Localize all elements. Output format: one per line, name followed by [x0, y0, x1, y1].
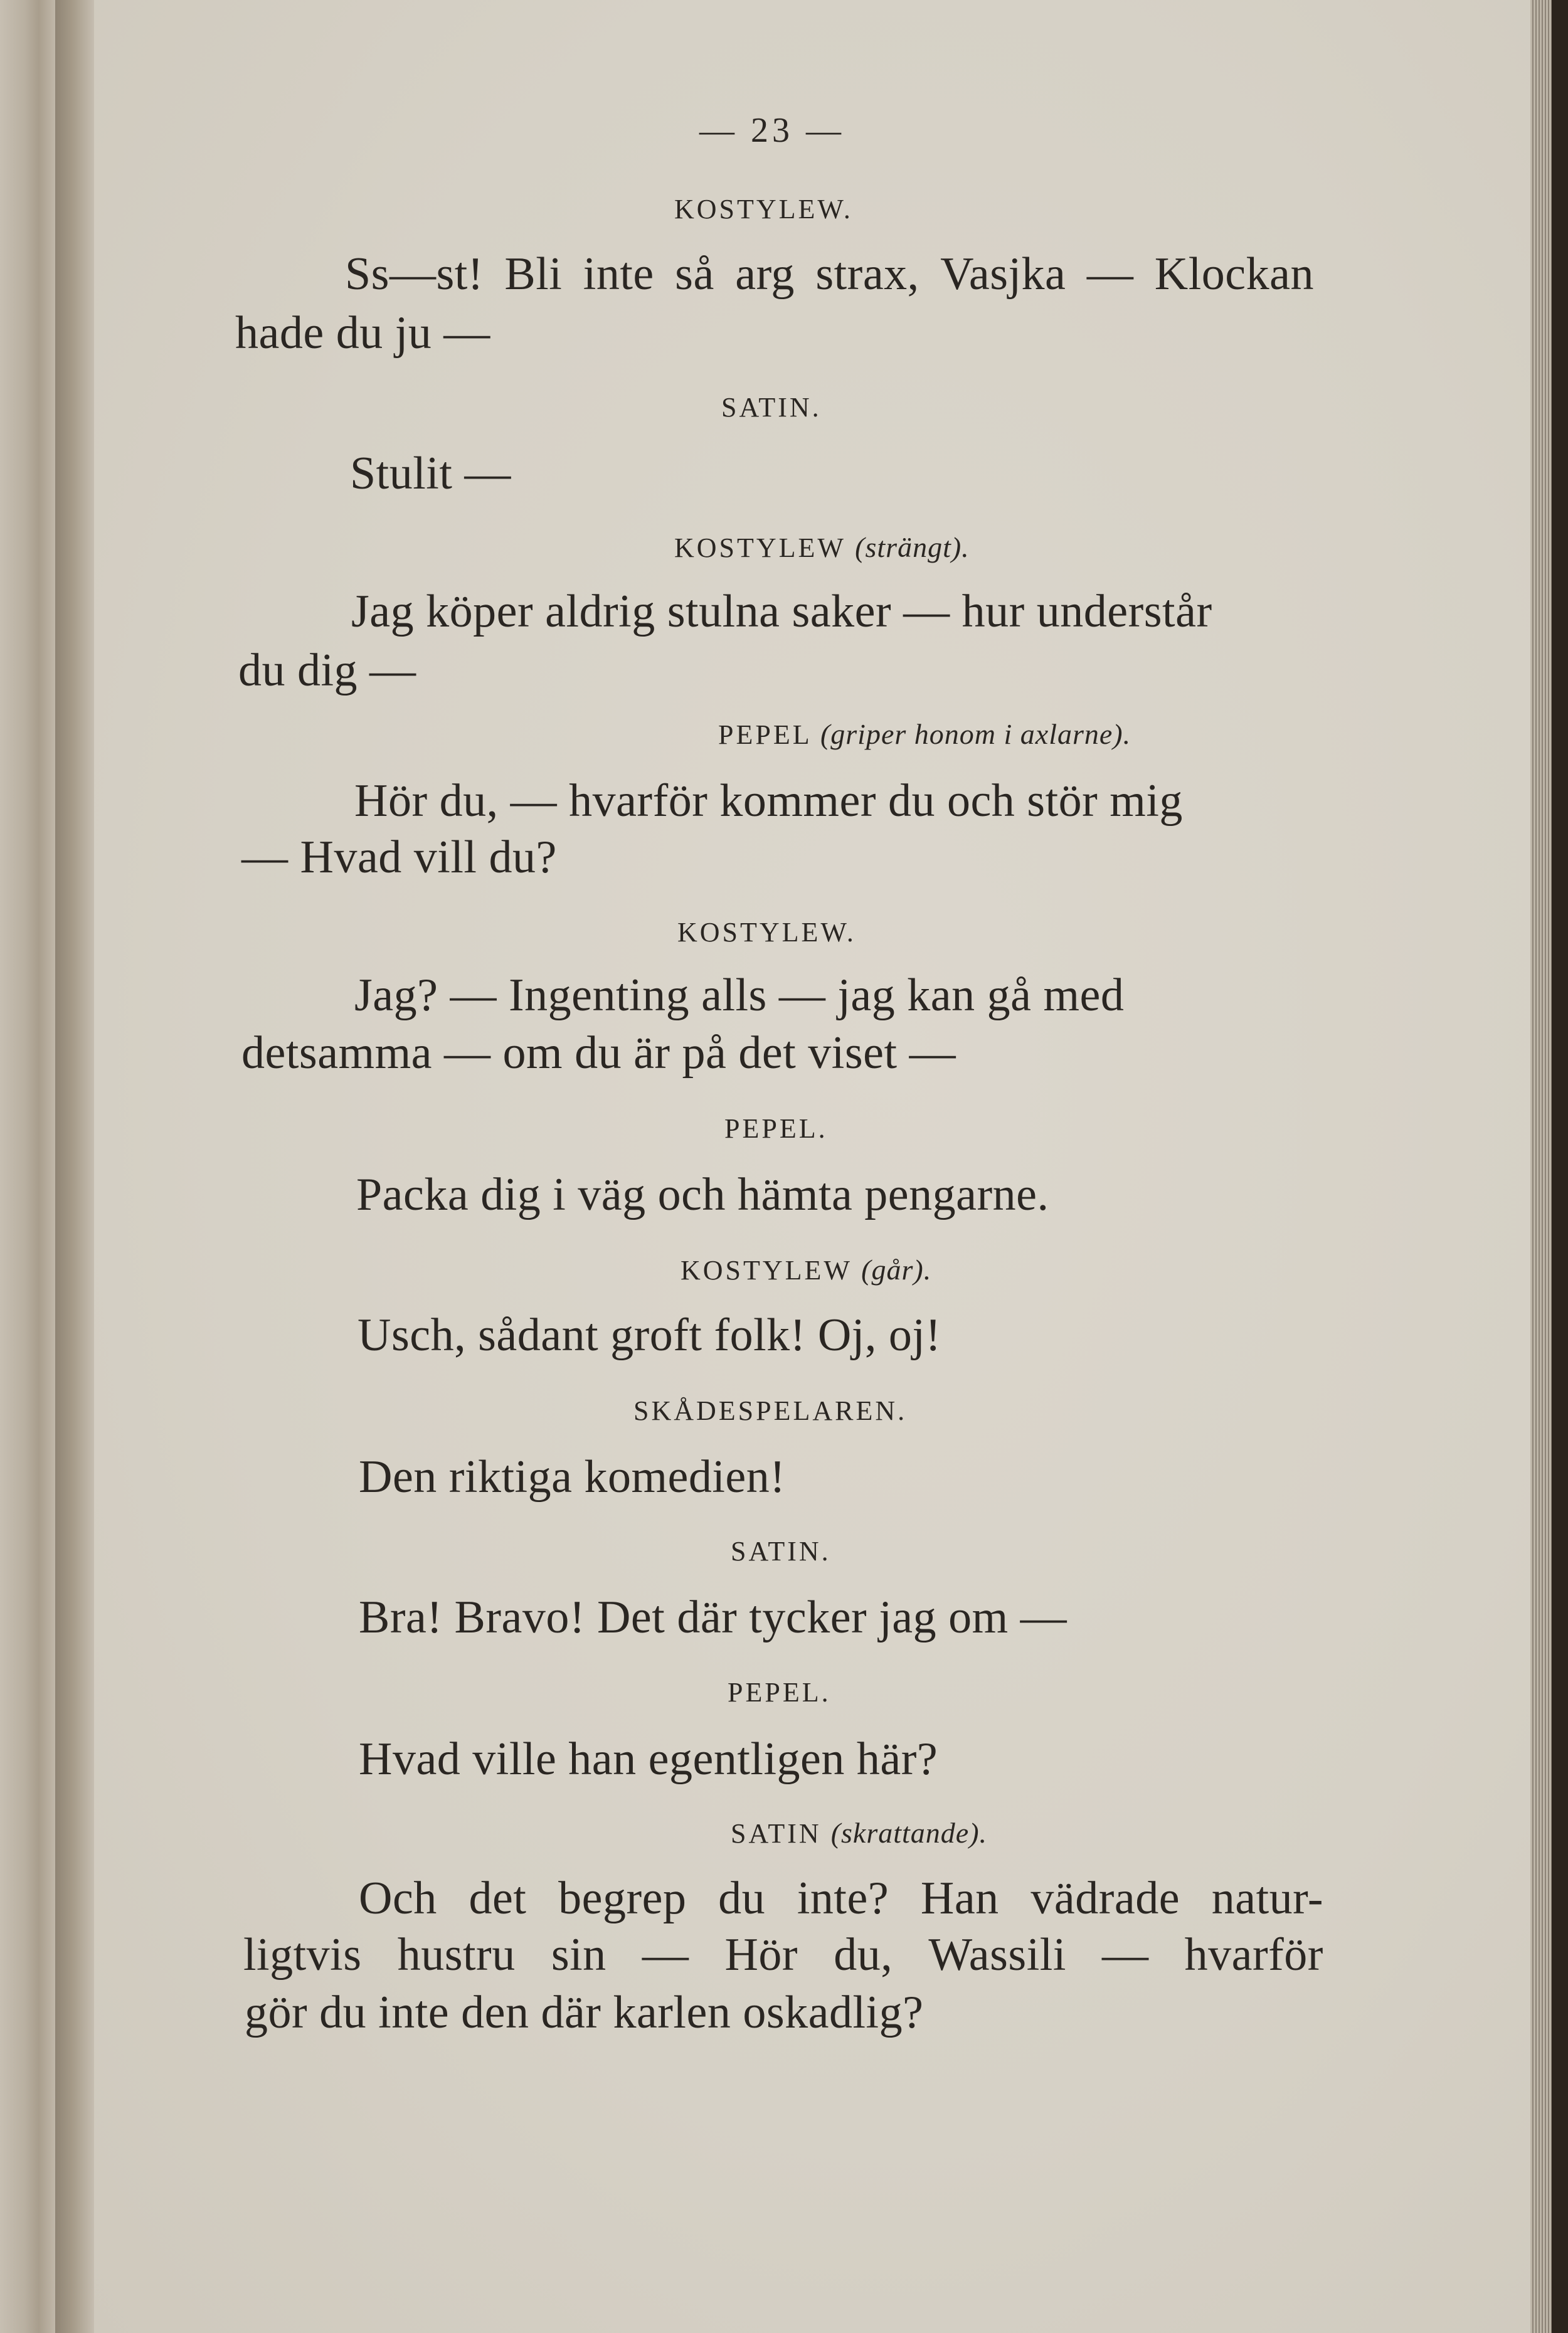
speaker-heading	[731, 1819, 987, 1848]
dialogue-text	[243, 1929, 1323, 1981]
speaker-heading	[728, 1679, 831, 1706]
word: du	[718, 1873, 766, 1924]
word: Bli	[504, 248, 563, 300]
speaker-name: SATIN	[731, 1818, 822, 1849]
stage-direction: (strängt).	[855, 531, 970, 563]
word: —	[1086, 248, 1134, 300]
word: —	[1102, 1929, 1149, 1981]
word: du,	[834, 1929, 893, 1981]
speaker-name: SKÅDESPELAREN.	[633, 1395, 908, 1426]
word: inte	[583, 248, 654, 300]
word: —	[642, 1929, 689, 1981]
speaker-name: KOSTYLEW	[674, 532, 846, 563]
speaker-heading	[674, 196, 853, 223]
speaker-heading	[731, 1538, 831, 1565]
word: strax,	[815, 248, 919, 300]
speaker-name: KOSTYLEW.	[674, 194, 853, 225]
word: inte?	[797, 1873, 889, 1924]
speaker-heading	[677, 919, 856, 946]
word: natur-	[1211, 1873, 1323, 1924]
word: Vasjka	[940, 248, 1066, 300]
speaker-name: KOSTYLEW.	[677, 917, 856, 948]
dialogue-line: Packa dig i väg och hämta pengarne.	[356, 1169, 1049, 1220]
word: Han	[920, 1873, 999, 1924]
dialogue-line: Usch, sådant groft folk! Oj, oj!	[358, 1309, 941, 1361]
speaker-name: PEPEL	[718, 719, 811, 750]
dialogue-line: hade du ju —	[235, 307, 490, 359]
word: Och	[359, 1873, 437, 1924]
dialogue-line: Hör du, — hvarför kommer du och stör mig	[354, 775, 1183, 827]
stage-direction: (skrattande).	[830, 1817, 988, 1849]
word: hvarför	[1184, 1929, 1323, 1981]
dialogue-line	[345, 248, 1314, 300]
dialogue-text	[359, 1875, 1323, 1922]
word: det	[469, 1873, 527, 1924]
dialogue-line: gör du inte den där karlen oskadlig?	[245, 1987, 924, 2038]
word: begrep	[558, 1873, 687, 1924]
word: Ss—st!	[345, 248, 484, 300]
word: sin	[551, 1929, 607, 1981]
dialogue-line: Bra! Bravo! Det där tycker jag om —	[359, 1592, 1067, 1643]
stage-direction: (går).	[861, 1254, 932, 1286]
word: Klockan	[1154, 248, 1314, 300]
speaker-heading	[681, 1256, 931, 1284]
page-number: — 23 —	[699, 111, 845, 150]
speaker-name: PEPEL.	[728, 1677, 831, 1708]
dialogue-line	[359, 1875, 1323, 1922]
speaker-heading	[724, 1115, 828, 1143]
dialogue-line: du dig —	[238, 645, 416, 696]
dialogue-line	[243, 1929, 1323, 1981]
speaker-name: PEPEL.	[724, 1113, 828, 1144]
speaker-name: KOSTYLEW	[681, 1255, 852, 1286]
speaker-heading	[721, 394, 822, 421]
speaker-heading	[674, 533, 970, 562]
word: ligtvis	[243, 1929, 362, 1981]
word: Wassili	[928, 1929, 1066, 1981]
word: hustru	[397, 1929, 516, 1981]
dialogue-line: Stulit —	[350, 448, 511, 499]
dialogue-line: — Hvad vill du?	[241, 832, 557, 883]
dialogue-line: detsamma — om du är på det viset —	[241, 1027, 956, 1079]
speaker-name: SATIN.	[731, 1536, 831, 1567]
word: så	[675, 248, 714, 300]
word: arg	[735, 248, 795, 300]
word: Hör	[724, 1929, 798, 1981]
dialogue-line: Jag? — Ingenting alls — jag kan gå med	[354, 970, 1125, 1021]
speaker-heading	[633, 1397, 907, 1425]
speaker-heading	[718, 720, 1131, 749]
dialogue-line: Jag köper aldrig stulna saker — hur understår	[351, 586, 1212, 637]
word: vädrade	[1030, 1873, 1180, 1924]
dialogue-line: Hvad ville han egentligen här?	[359, 1733, 938, 1785]
dialogue-line: Den riktiga komedien!	[359, 1451, 786, 1503]
dialogue-text	[345, 248, 1314, 300]
stage-direction: (griper honom i axlarne).	[820, 718, 1131, 750]
speaker-name: SATIN.	[721, 392, 822, 423]
